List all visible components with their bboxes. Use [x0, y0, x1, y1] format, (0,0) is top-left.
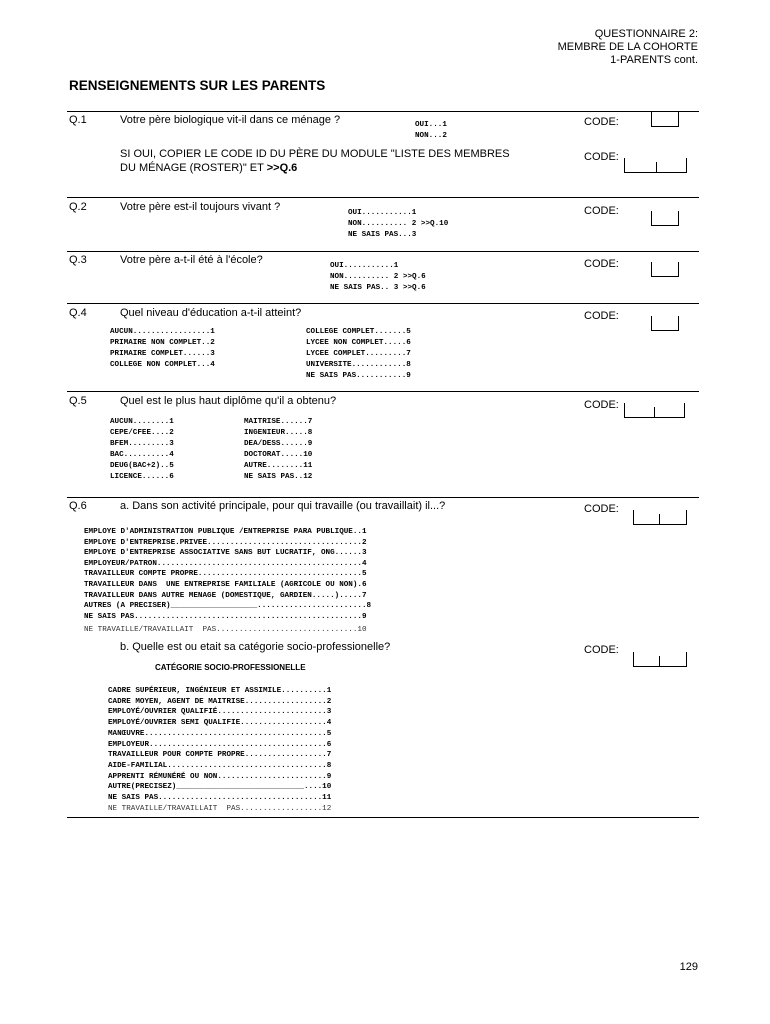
q2-number: Q.2: [69, 201, 87, 213]
q3-options: OUI...........1 NON.......... 2 >>Q.6 NE SAIS PAS.. 3 >>Q.6: [330, 262, 426, 292]
divider: [67, 817, 699, 818]
q5-question: Quel est le plus haut diplôme qu'il a obtenu?: [120, 395, 337, 407]
q2-code-box[interactable]: [651, 211, 679, 226]
divider: [67, 497, 699, 498]
q6b-subheading: CATÉGORIE SOCIO-PROFESSIONELLE: [155, 663, 306, 672]
q6a-code-box[interactable]: [633, 510, 687, 525]
q4-code-box[interactable]: [651, 316, 679, 331]
q3-question: Votre père a-t-il été à l'école?: [120, 254, 263, 266]
q1-number: Q.1: [69, 114, 87, 126]
q1-options: OUI...1 NON...2: [415, 121, 447, 140]
q1-code-box[interactable]: [651, 112, 679, 127]
q1-skip-instruction: >>Q.6: [266, 162, 298, 174]
q3-code-box[interactable]: [651, 262, 679, 277]
q5-options-right: MAITRISE......7 INGENIEUR.....8 DEA/DESS......9 DOCTORAT.....10 AUTRE........11 NE SAIS PAS..12: [244, 418, 313, 481]
q5-code-box[interactable]: [624, 403, 685, 418]
q6b-options: CADRE SUPÉRIEUR, INGÉNIEUR ET ASSIMILE..........1 CADRE MOYEN, AGENT DE MAITRISE..................2 EMPLOYÉ/OUVRIER QUALIFIÉ........................3 EMPLOYÉ/OUVRIER SEMI QUALIFIE...................4 MANŒUVRE........................................5 EMPLOYEUR.......................................6 TRAVAILLEUR POUR COMPTE PROPRE..................7 AIDE-FAMILIAL...................................8 APPRENTI RÉMUNÉRÉ OU NON........................9 AUTRE(PRECISEZ)____________________________....10 NE SAIS PAS....................................11: [108, 687, 332, 803]
q1-instruction-line2: DU MÉNAGE (ROSTER)" ET: [120, 162, 267, 174]
divider: [67, 111, 699, 112]
q5-code-label: CODE:: [584, 399, 619, 411]
q1-instruction: [120, 147, 560, 175]
page-number: 129: [679, 961, 698, 973]
q6a-question: a. Dans son activité principale, pour qui travaille (ou travaillait) il...?: [120, 500, 446, 512]
header-line-3: 1-PARENTS cont.: [610, 54, 698, 66]
q4-options-left: AUCUN.................1 PRIMAIRE NON COMPLET..2 PRIMAIRE COMPLET......3 COLLEGE NON COMPLET...4: [110, 328, 215, 369]
q2-question: Votre père est-il toujours vivant ?: [120, 201, 281, 213]
q5-number: Q.5: [69, 395, 87, 407]
q6b-question: b. Quelle est ou etait sa catégorie socio-professionelle?: [120, 641, 391, 653]
q6a-options: EMPLOYE D'ADMINISTRATION PUBLIQUE /ENTREPRISE PARA PUBLIQUE..1 EMPLOYE D'ENTREPRISE.PRIVEE..................................2 EMPLOYE D'ENTREPRISE ASSOCIATIVE SANS BUT LUCRATIF, ONG......3 EMPLOYEUR/PATRON.............................................4 TRAVAILLEUR COMPTE PROPRE....................................5 TRAVAILLEUR DANS UNE ENTREPRISE FAMILIALE (AGRICOLE OU NON).6 TRAVAILLEUR DANS AUTRE MENAGE (DOMESTIQUE, GARDIEN.....).....7 AUTRES (A PRECISER)___________________........................8 NE SAIS PAS..................................................9: [84, 528, 372, 621]
divider: [67, 197, 699, 198]
q4-number: Q.4: [69, 307, 87, 319]
header-line-1: QUESTIONNAIRE 2:: [594, 28, 698, 40]
q4-question: Quel niveau d'éducation a-t-il atteint?: [120, 307, 302, 319]
q6a-code-label: CODE:: [584, 503, 619, 515]
section-title: RENSEIGNEMENTS SUR LES PARENTS: [69, 78, 326, 93]
q6-number: Q.6: [69, 500, 87, 512]
q1-instruction-line1: SI OUI, COPIER LE CODE ID DU PÈRE DU MODULE "LISTE DES MEMBRES: [120, 148, 510, 160]
q2-code-label: CODE:: [584, 205, 619, 217]
q1-id-code-label: CODE:: [584, 151, 619, 163]
q1-id-code-box[interactable]: [624, 158, 687, 173]
q6b-option-last: NE TRAVAILLE/TRAVAILLAIT PAS..................12: [108, 805, 332, 813]
q5-options-left: AUCUN........1 CEPE/CFEE....2 BFEM.........3 BAC..........4 DEUG(BAC+2)..5 LICENCE......6: [110, 418, 174, 481]
q4-options-right: COLLEGE COMPLET.......5 LYCEE NON COMPLET.....6 LYCEE COMPLET.........7 UNIVERSITE............8 NE SAIS PAS...........9: [306, 328, 411, 380]
q1-code-label: CODE:: [584, 116, 619, 128]
q6b-code-label: CODE:: [584, 644, 619, 656]
q3-code-label: CODE:: [584, 258, 619, 270]
divider: [67, 391, 699, 392]
divider: [67, 251, 699, 252]
q4-code-label: CODE:: [584, 310, 619, 322]
q2-options: OUI...........1 NON.......... 2 >>Q.10 NE SAIS PAS...3: [348, 209, 449, 239]
q1-question: Votre père biologique vit-il dans ce ménage ?: [120, 114, 341, 126]
header-line-2: MEMBRE DE LA COHORTE: [557, 41, 698, 53]
divider: [67, 303, 699, 304]
q6b-code-box[interactable]: [633, 652, 687, 667]
q6a-option-last: NE TRAVAILLE/TRAVAILLAIT PAS...............................10: [84, 626, 367, 634]
questionnaire-header: [558, 28, 698, 67]
q3-number: Q.3: [69, 254, 87, 266]
